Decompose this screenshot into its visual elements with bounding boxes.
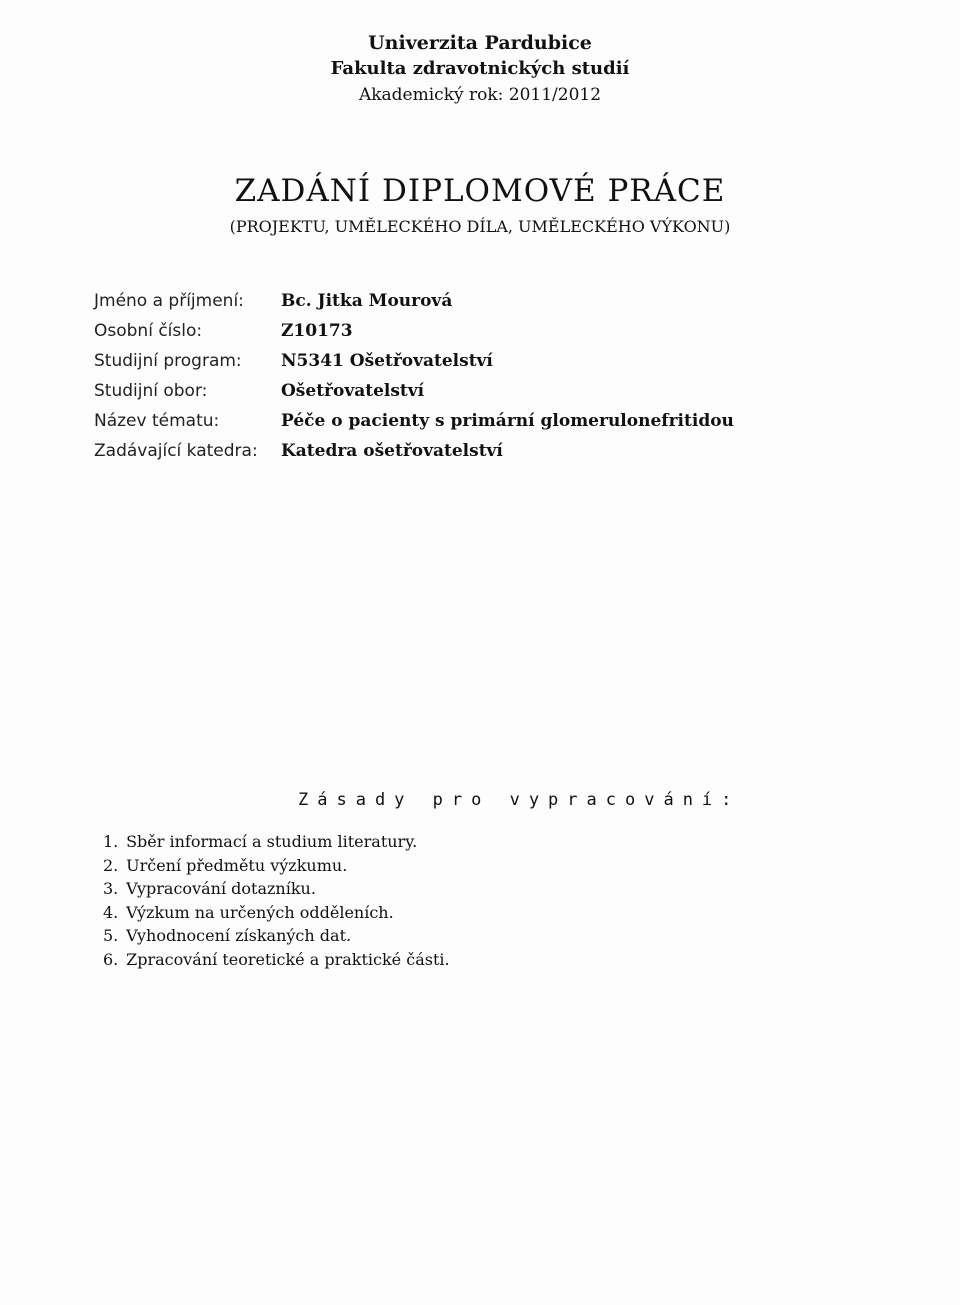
info-value: Z10173 xyxy=(281,321,353,341)
info-row-personal-number xyxy=(94,316,894,346)
list-item-number: 5. xyxy=(103,926,119,945)
info-label: Název tématu: xyxy=(94,411,220,431)
list-item xyxy=(103,924,450,948)
list-item xyxy=(103,830,450,854)
document-title: ZADÁNÍ DIPLOMOVÉ PRÁCE xyxy=(234,173,726,209)
list-item-number: 2. xyxy=(103,855,119,875)
info-value: Bc. Jitka Mourová xyxy=(281,291,453,311)
info-label: Jméno a příjmení: xyxy=(94,291,244,311)
info-row-department xyxy=(94,436,894,466)
list-item-text: Sběr informací a studium literatury. xyxy=(126,832,418,851)
list-item xyxy=(103,948,450,972)
faculty-name: Fakulta zdravotnických studií xyxy=(330,58,630,79)
list-item xyxy=(103,854,450,878)
title-block xyxy=(0,172,960,240)
info-row-name xyxy=(94,286,894,316)
list-item-number: 3. xyxy=(103,879,119,898)
info-value: Katedra ošetřovatelství xyxy=(281,441,503,461)
principles-heading: Zásady pro vypracování: xyxy=(298,790,741,810)
list-item-number: 1. xyxy=(103,832,119,851)
list-item xyxy=(103,877,450,901)
list-item-text: Vypracování dotazníku. xyxy=(126,879,316,898)
academic-year: Akademický rok: 2011/2012 xyxy=(358,85,602,105)
principles-list xyxy=(103,830,450,971)
list-item-text: Výzkum na určených odděleních. xyxy=(126,902,394,922)
info-row-study-program xyxy=(94,346,894,376)
list-item-text: Vyhodnocení získaných dat. xyxy=(126,926,352,945)
info-label: Studijní obor: xyxy=(94,381,208,401)
student-info xyxy=(94,286,894,466)
document-header xyxy=(0,30,960,108)
list-item-number: 6. xyxy=(103,949,119,969)
university-name: Univerzita Pardubice xyxy=(368,32,592,54)
info-row-study-field xyxy=(94,376,894,406)
info-value: N5341 Ošetřovatelství xyxy=(281,351,493,371)
info-label: Osobní číslo: xyxy=(94,321,203,341)
document-subtitle: (PROJEKTU, UMĚLECKÉHO DÍLA, UMĚLECKÉHO VÝKONU) xyxy=(229,217,731,236)
list-item-text: Zpracování teoretické a praktické části. xyxy=(126,949,450,969)
info-value: Péče o pacienty s primární glomerulonefritidou xyxy=(281,411,734,431)
info-label: Studijní program: xyxy=(94,351,242,371)
list-item xyxy=(103,901,450,925)
info-value: Ošetřovatelství xyxy=(281,381,425,401)
list-item-number: 4. xyxy=(103,902,119,922)
list-item-text: Určení předmětu výzkumu. xyxy=(126,855,348,875)
info-row-topic xyxy=(94,406,894,436)
info-label: Zadávající katedra: xyxy=(94,441,258,461)
